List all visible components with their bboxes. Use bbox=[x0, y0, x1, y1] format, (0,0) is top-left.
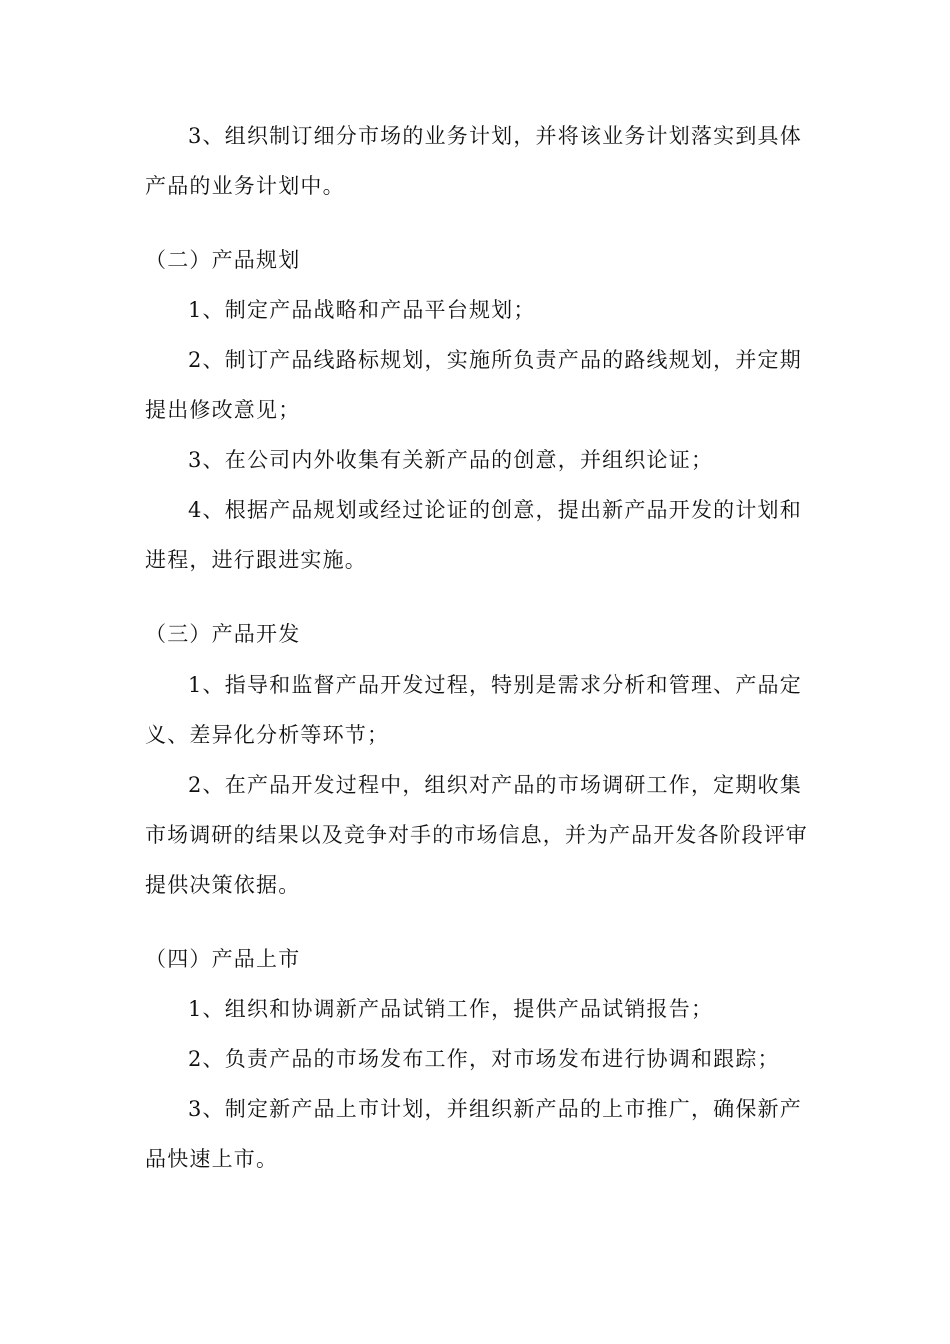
item-text-line: 1、制定产品战略和产品平台规划； bbox=[188, 298, 536, 322]
section-heading: （二）产品规划 bbox=[145, 248, 301, 272]
item-text-line: 3、组织制订细分市场的业务计划，并将该业务计划落实到具体 bbox=[188, 124, 802, 148]
item-text-line: 提供决策依据。 bbox=[145, 873, 301, 897]
section-heading: （三）产品开发 bbox=[145, 622, 301, 646]
item-text-line: 2、制订产品线路标规划，实施所负责产品的路线规划，并定期 bbox=[188, 348, 802, 372]
item-text-line: 进程，进行跟进实施。 bbox=[145, 548, 367, 572]
item-text-line: 1、指导和监督产品开发过程，特别是需求分析和管理、产品定 bbox=[188, 673, 802, 697]
item-text-line: 义、差异化分析等环节； bbox=[145, 723, 390, 747]
item-text-line: 2、在产品开发过程中，组织对产品的市场调研工作，定期收集 bbox=[188, 773, 802, 797]
item-text-line: 市场调研的结果以及竞争对手的市场信息，并为产品开发各阶段评审 bbox=[145, 823, 808, 847]
item-text-line: 品快速上市。 bbox=[145, 1147, 279, 1171]
item-text-line: 1、组织和协调新产品试销工作，提供产品试销报告； bbox=[188, 997, 714, 1021]
item-text-line: 2、负责产品的市场发布工作，对市场发布进行协调和跟踪； bbox=[188, 1047, 780, 1071]
item-text-line: 4、根据产品规划或经过论证的创意，提出新产品开发的计划和 bbox=[188, 498, 802, 522]
item-text-line: 产品的业务计划中。 bbox=[145, 174, 345, 198]
item-text-line: 提出修改意见； bbox=[145, 398, 301, 422]
item-text-line: 3、在公司内外收集有关新产品的创意，并组织论证； bbox=[188, 448, 714, 472]
section-heading: （四）产品上市 bbox=[145, 947, 301, 971]
item-text-line: 3、制定新产品上市计划，并组织新产品的上市推广，确保新产 bbox=[188, 1097, 802, 1121]
